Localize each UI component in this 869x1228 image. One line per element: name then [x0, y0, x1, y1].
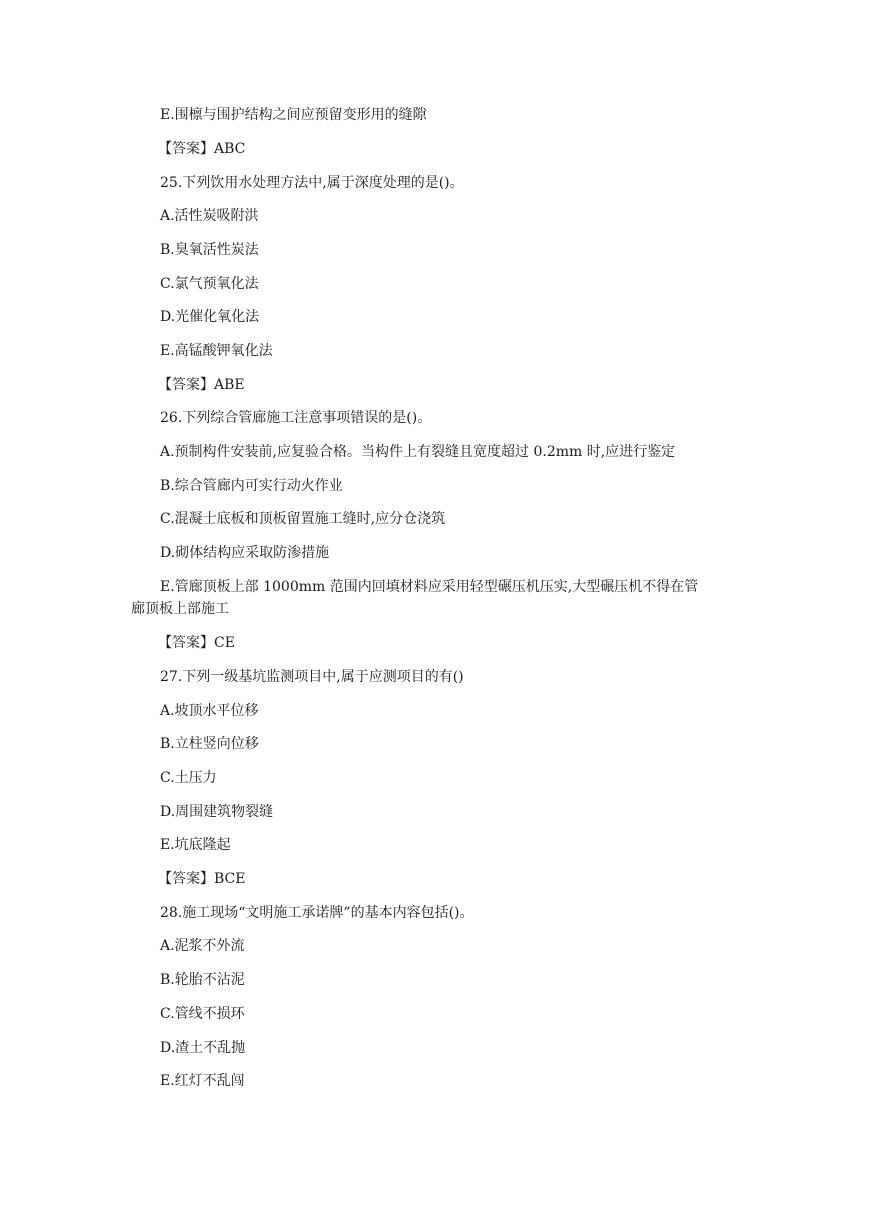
option-line: D.周围建筑物裂缝 [160, 804, 274, 820]
answer-line: 【答案】CE [158, 635, 235, 651]
option-line: D.光催化氧化法 [160, 309, 260, 325]
question-line: 27.下列一级基坑监测项目中,属于应测项目的有() [160, 669, 464, 685]
question-line: 28.施工现场“文明施工承诺牌”的基本内容包括()。 [160, 905, 474, 921]
option-line: C.氯气预氧化法 [160, 276, 259, 292]
option-line: E.围檩与围护结构之间应预留变形用的缝隙 [160, 107, 427, 123]
option-line: C.混凝士底板和顶板留置施工缝时,应分仓浇筑 [160, 511, 446, 527]
option-line: E.管廊顶板上部 1000mm 范围内回填材料应采用轻型碾压机压实,大型碾压机不得在管 [160, 579, 699, 595]
question-line: 26.下列综合管廊施工注意事项错误的是()。 [160, 410, 432, 426]
option-line: A.坡顶水平位移 [160, 703, 259, 719]
option-line: B.综合管廊内可实行动火作业 [160, 478, 343, 494]
option-line: E.红灯不乱闯 [160, 1073, 245, 1089]
option-line: B.立柱竖向位移 [160, 736, 259, 752]
option-line: C.管线不损环 [160, 1006, 245, 1022]
option-line: B.臭氧活性炭法 [160, 242, 259, 258]
option-line: C.土压力 [160, 770, 217, 786]
question-line: 25.下列饮用水处理方法中,属于深度处理的是()。 [160, 175, 464, 191]
option-line: D.渣土不乱抛 [160, 1040, 246, 1056]
option-line: D.砌体结构应采取防渗措施 [160, 545, 330, 561]
option-line-continuation: 廊顶板上部施工 [131, 601, 229, 617]
option-line: E.坑底隆起 [160, 837, 231, 853]
answer-line: 【答案】ABE [158, 377, 245, 393]
answer-line: 【答案】BCE [158, 871, 246, 887]
option-line: A.预制构件安装前,应复验合格。当构件上有裂缝且宽度超过 0.2mm 时,应进行鉴定 [160, 444, 676, 460]
option-line: E.高锰酸钾氧化法 [160, 343, 273, 359]
answer-line: 【答案】ABC [158, 141, 246, 157]
option-line: A.泥浆不外流 [160, 938, 245, 954]
option-line: A.活性炭吸附洪 [160, 208, 259, 224]
option-line: B.轮胎不沾泥 [160, 972, 245, 988]
